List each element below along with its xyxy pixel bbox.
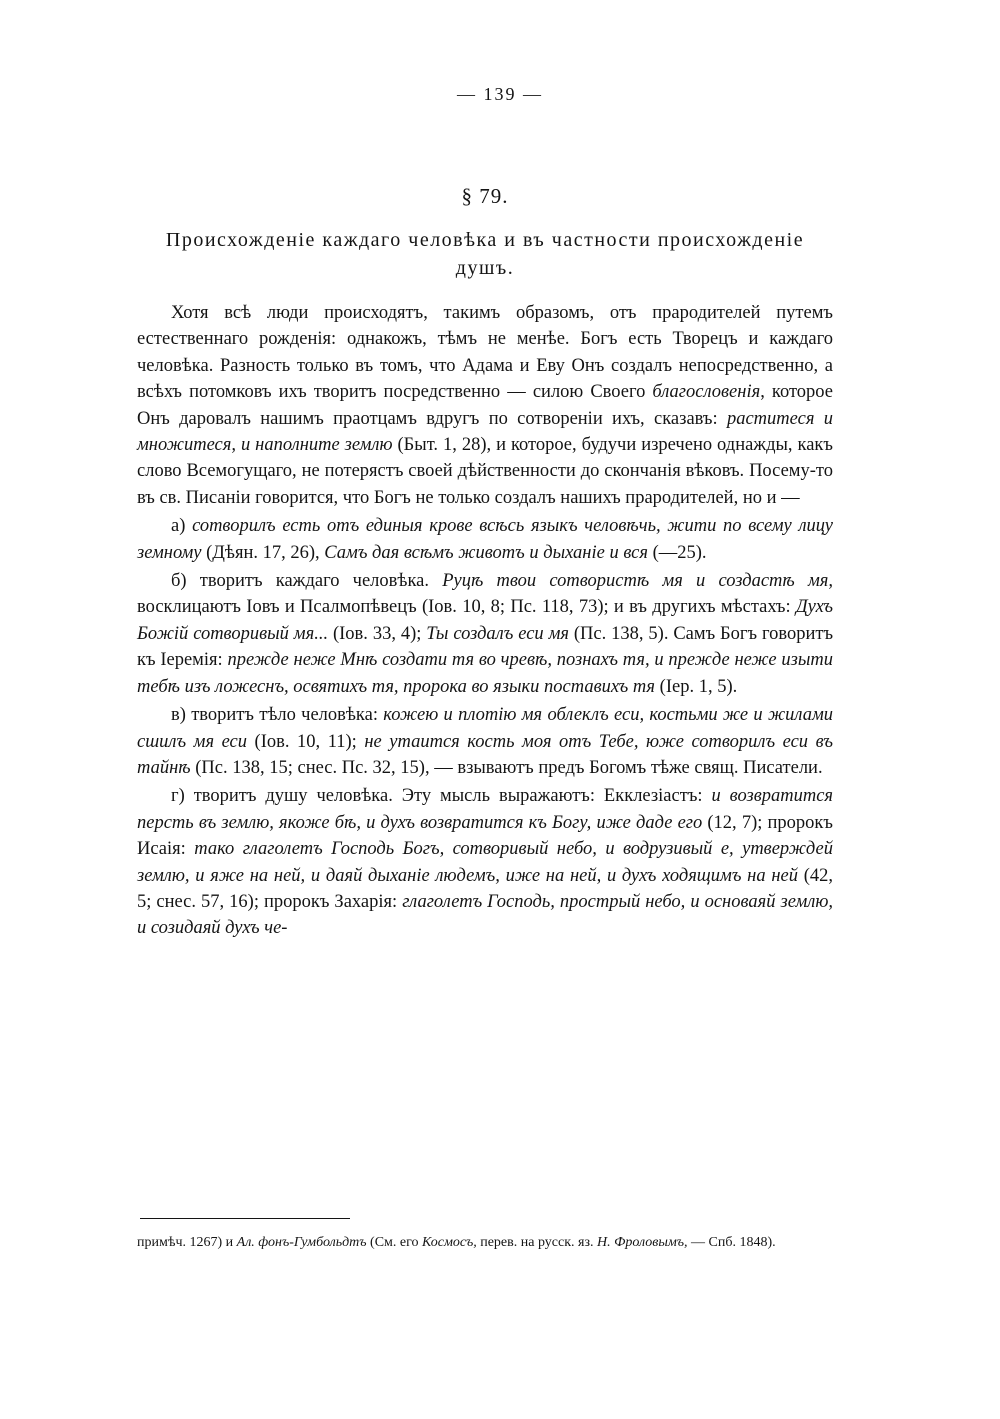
italic-text-run: тако глаголетъ Господь Богъ, сотворивый небо, и водрузивый е, утверждей землю, и яже на ней, и даяй дыханіе людемъ, иже на ней, и духъ ходящимъ на ней [137, 839, 833, 886]
body-text [137, 300, 833, 942]
italic-text-run: и возвратится персть въ землю, якоже бѣ, и духъ возвратится къ Богу, иже даде его [137, 786, 834, 833]
italic-text-run: Самъ дая всѣмъ животъ и дыханіе и вся [324, 542, 648, 563]
italic-text-run: Руцѣ твои сотвористѣ мя и создастѣ мя, [442, 571, 834, 592]
text-run: (Пс. 138, 15; снес. Пс. 32, 15), — взываютъ предъ Богомъ тѣже свящ. Писатели. [190, 757, 823, 778]
italic-text-run: прежде неже Мнѣ создати тя во чревѣ, познахъ тя, и прежде неже изыти тебѣ изъ ложеснъ, освятихъ тя, пророка во языки поставихъ тя [137, 650, 833, 697]
text-run: б) творитъ каждаго человѣка. [171, 571, 443, 592]
paragraph-intro [137, 300, 833, 511]
italic-text-run: Ты создалъ еси мя [426, 623, 569, 644]
text-run: (Быт. 1, 28), и которое, будучи изречено однажды, какъ слово Всемогущаго, не потерястъ своей дѣйственности до скончанія вѣковъ. Посему-то въ св. Писаніи говорится, что Богъ не только создалъ нашихъ прародителей, но и — [137, 435, 833, 508]
text-run: перев. на русск. яз. [476, 1235, 597, 1250]
text-run: (12, 7); пророкъ Исаія: [137, 812, 833, 860]
text-run: (Іов. 33, 4); [328, 623, 427, 644]
text-run: а) [171, 516, 193, 537]
text-run: восклицаютъ Іовъ и Псалмопѣвецъ (Іов. 10, 8; Пс. 118, 73); и въ другихъ мѣстахъ: [137, 597, 796, 618]
text-run: (Іер. 1, 5). [655, 676, 738, 697]
text-run: примѣч. 1267) и [137, 1235, 237, 1250]
italic-text-run: Н. Фроловымъ, [596, 1235, 688, 1250]
section-number: § 79. [461, 184, 509, 208]
text-run: в) творитъ тѣло человѣка: [171, 705, 384, 726]
paragraph-v [137, 702, 833, 781]
paragraph-a [137, 513, 833, 566]
section-title: Происхожденіе каждаго человѣка и въ частности происхожденіе душъ. [165, 229, 805, 279]
text-run: (—25). [647, 542, 707, 563]
italic-text-run: благословенія [652, 382, 761, 403]
footnote [137, 1232, 833, 1254]
italic-text-run: кожею и плотію мя облеклъ еси, костьми же и жилами сшилъ мя еси [137, 705, 834, 752]
text-run: (42, 5; снес. 57, 16); пророкъ Захарія: [137, 865, 833, 912]
text-run: (Пс. 138, 5). Самъ Богъ говоритъ къ Іеремія: [137, 623, 834, 671]
text-run: (См. его [366, 1235, 422, 1250]
text-run: — Спб. 1848). [687, 1235, 776, 1250]
text-run: Хотя всѣ люди происходятъ, такимъ образомъ, отъ прародителей путемъ естественнаго рожденія: однакожъ, тѣмъ не менѣе. Богъ есть Творецъ и каждаго человѣка. Разность только въ томъ, что Адама и Еву Онъ создалъ непосредственно, а всѣхъ потомковъ ихъ творитъ посредственно — силою Своего [137, 303, 833, 403]
italic-text-run: не утаится кость моя отъ Тебе, юже сотворилъ еси въ тайнѣ [137, 731, 833, 778]
italic-text-run: Духъ Божій сотворивый мя... [137, 597, 833, 644]
text-run: (Дѣян. 17, 26), [201, 542, 325, 563]
italic-text-run: Космосъ, [422, 1235, 477, 1250]
text-run: , которое Онъ даровалъ нашимъ праотцамъ вдругъ по сотвореніи ихъ, сказавъ: [137, 382, 833, 429]
paragraph-b [137, 568, 833, 700]
text-run: (Іов. 10, 11); [247, 731, 365, 752]
page-number: — 139 — [457, 84, 543, 104]
italic-text-run: глаголетъ Господь, прострый небо, и основаяй землю, и созидаяй духъ че- [137, 891, 833, 939]
footnote-divider [140, 1218, 350, 1219]
text-run: г) творитъ душу человѣка. Эту мысль выражаютъ: Екклезіастъ: [171, 786, 712, 807]
paragraph-g [137, 783, 833, 941]
italic-text-run: раститеся и множитеся, и наполните землю [137, 408, 834, 456]
italic-text-run: сотворилъ есть отъ единыя крове всѣсь языкъ человѣчь, жити по всему лицу земному [137, 516, 833, 563]
italic-text-run: Ал. фонъ-Гумбольдтъ [236, 1235, 367, 1250]
